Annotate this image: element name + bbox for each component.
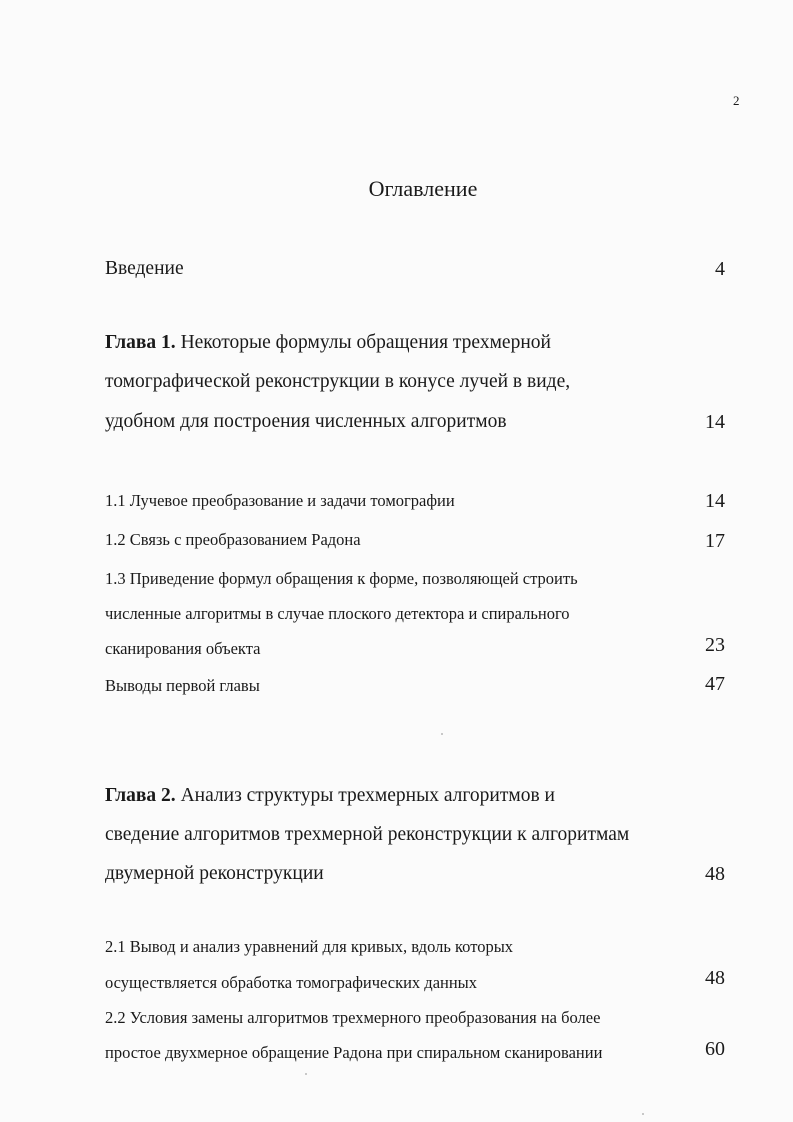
toc-section-2-1-page: 48 — [705, 967, 725, 989]
toc-section-1-2: 1.2 Связь с преобразованием Радона — [105, 530, 361, 549]
toc-chapter1-line3: удобном для построения численных алгоритмов — [105, 411, 507, 432]
toc-introduction-label: Введение — [105, 258, 184, 279]
toc-section-1-1: 1.1 Лучевое преобразование и задачи томографии — [105, 491, 455, 510]
toc-section-2-2-page: 60 — [705, 1038, 725, 1060]
toc-section-1-3-line1: 1.3 Приведение формул обращения к форме, позволяющей строить — [105, 569, 578, 588]
scan-speck — [441, 733, 443, 735]
page-number: 2 — [733, 93, 740, 108]
toc-chapter2-line2: сведение алгоритмов трехмерной реконструкции к алгоритмам — [105, 824, 630, 845]
toc-chapter2-line3: двумерной реконструкции — [105, 863, 324, 884]
toc-section-2-2-line2: простое двухмерное обращение Радона при спиральном сканировании — [105, 1043, 603, 1062]
toc-section-1-2-page: 17 — [705, 530, 725, 552]
toc-chapter1-conclusions: Выводы первой главы — [105, 676, 260, 695]
toc-chapter1-conclusions-page: 47 — [705, 673, 725, 695]
toc-chapter2-prefix: Глава 2. — [105, 785, 176, 806]
scan-speck — [642, 1113, 644, 1115]
toc-chapter2-title-start: Анализ структуры трехмерных алгоритмов и — [175, 785, 555, 806]
toc-section-1-3-line2: численные алгоритмы в случае плоского детектора и спирального — [105, 604, 570, 623]
toc-section-1-1-page: 14 — [705, 490, 725, 512]
toc-chapter1-line1 — [105, 332, 551, 354]
toc-chapter1-prefix: Глава 1. — [105, 332, 176, 353]
toc-chapter2-line1 — [105, 785, 555, 807]
toc-chapter2-page: 48 — [705, 863, 725, 885]
toc-chapter1-page: 14 — [705, 411, 725, 433]
toc-chapter1-line2: томографической реконструкции в конусе лучей в виде, — [105, 371, 571, 392]
toc-section-1-3-line3: сканирования объекта — [105, 639, 261, 658]
toc-section-2-1-line2: осуществляется обработка томографических данных — [105, 973, 478, 992]
toc-section-2-1-line1: 2.1 Вывод и анализ уравнений для кривых, вдоль которых — [105, 937, 514, 956]
toc-introduction-page: 4 — [715, 258, 725, 280]
toc-chapter1-title-start: Некоторые формулы обращения трехмерной — [175, 332, 551, 353]
toc-section-2-2-line1: 2.2 Условия замены алгоритмов трехмерного преобразования на более — [105, 1008, 601, 1027]
page-title: Оглавление — [368, 176, 478, 201]
scan-speck — [305, 1073, 307, 1075]
toc-section-1-3-page: 23 — [705, 634, 725, 656]
